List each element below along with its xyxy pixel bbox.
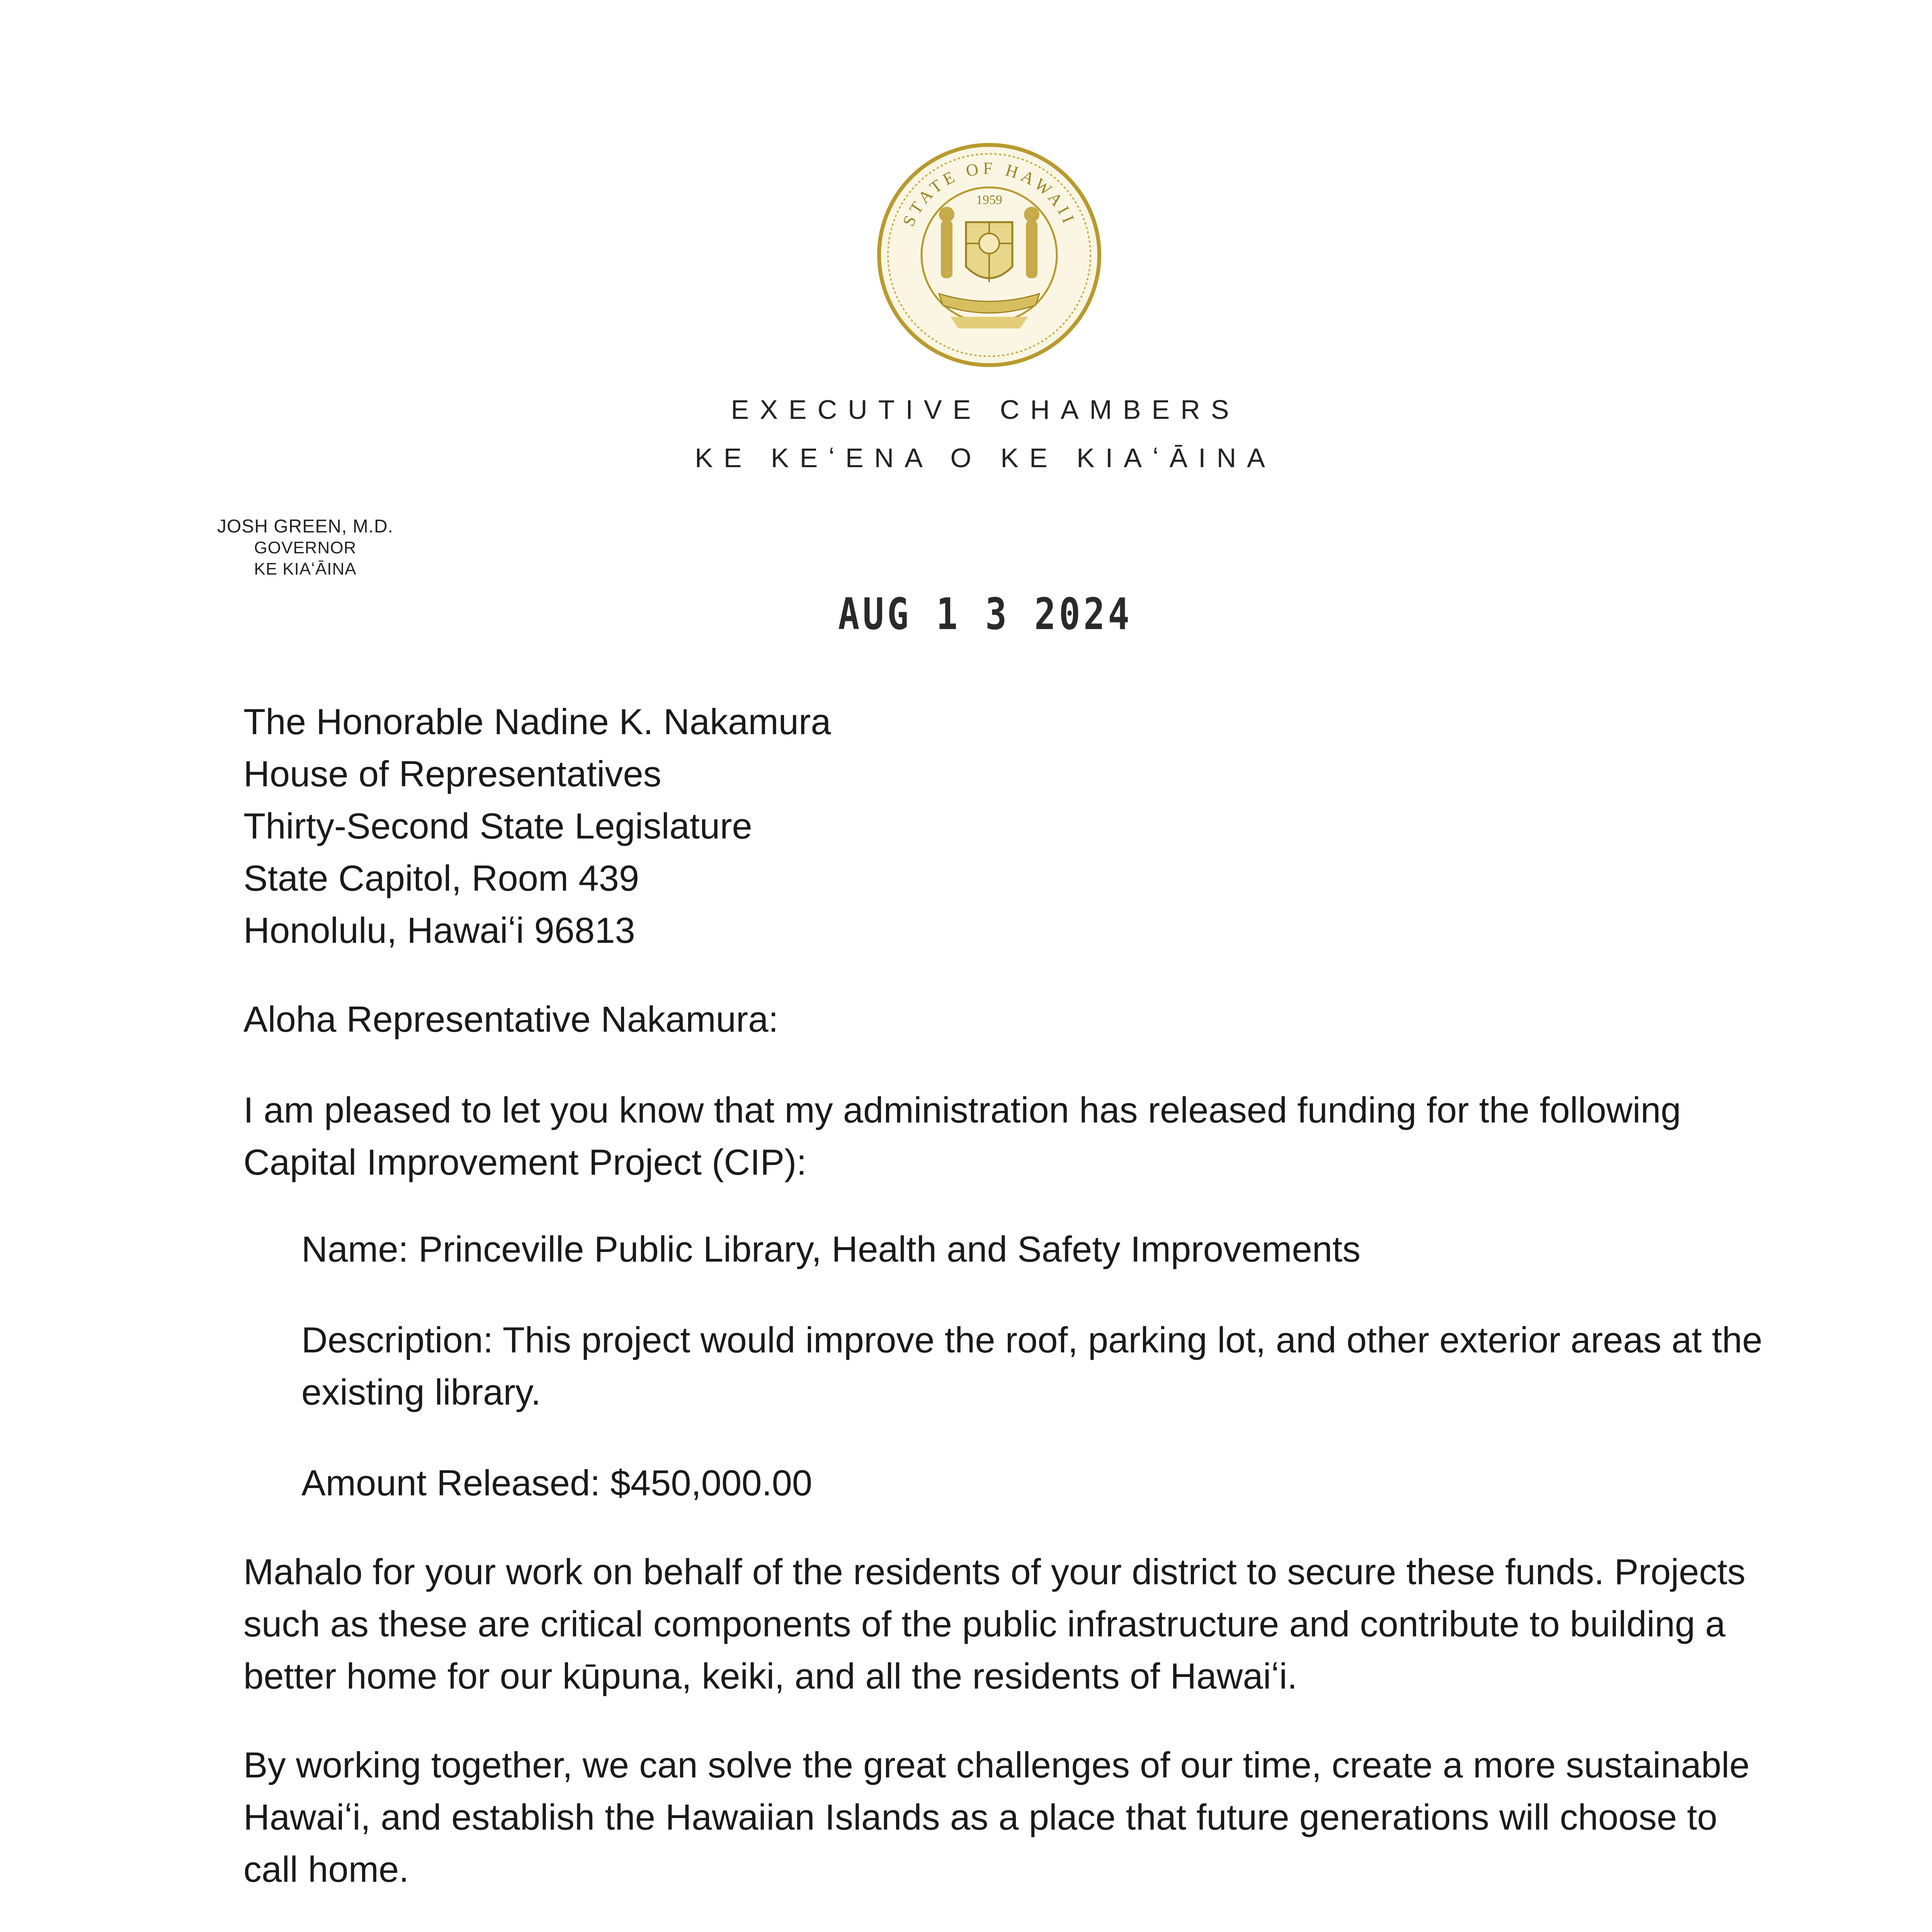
closing-paragraph: By working together, we can solve the great challenges of our time, create a more sustainable Hawaiʻi, and establish the Hawaiian Islands as a place that future generations will choose to call home. bbox=[243, 1745, 1750, 1889]
seal-year: 1959 bbox=[976, 193, 1002, 207]
project-description: Description: This project would improve the roof, parking lot, and other exterior areas at the existing library. bbox=[301, 1320, 1763, 1412]
recipient-line: Honolulu, Hawaiʻi 96813 bbox=[243, 910, 635, 951]
governor-name: JOSH GREEN, M.D. bbox=[217, 516, 394, 537]
header-subtitle: KE KEʻENA O KE KIAʻĀINA bbox=[695, 443, 1276, 473]
header-title: EXECUTIVE CHAMBERS bbox=[731, 395, 1240, 425]
thanks-paragraph: Mahalo for your work on behalf of the residents of your district to secure these funds. Projects such as these are critical components of the public infrastructure and contribute to building a better home for our kūpuna, keiki, and all the residents of Hawaiʻi. bbox=[243, 1551, 1746, 1696]
project-amount: Amount Released: $450,000.00 bbox=[301, 1463, 813, 1503]
state-seal bbox=[873, 139, 1105, 371]
recipient-line: The Honorable Nadine K. Nakamura bbox=[243, 701, 831, 742]
governor-title: GOVERNOR bbox=[254, 538, 357, 557]
closing-word bbox=[993, 1930, 1122, 1932]
recipient-address bbox=[243, 696, 831, 956]
intro-paragraph: I am pleased to let you know that my administration has released funding for the following Capital Improvement Project (CIP): bbox=[243, 1090, 1681, 1182]
recipient-line: State Capitol, Room 439 bbox=[243, 858, 639, 898]
project-name: Name: Princeville Public Library, Health and Safety Improvements bbox=[301, 1229, 1361, 1269]
date-stamp: AUG 1 3 2024 bbox=[838, 589, 1133, 639]
governor-block bbox=[170, 516, 440, 580]
recipient-line: House of Representatives bbox=[243, 753, 662, 794]
governor-title-hawaiian: KE KIAʻĀINA bbox=[254, 560, 357, 578]
seal-text: STATE OF HAWAII bbox=[899, 158, 1080, 229]
salutation: Aloha Representative Nakamura: bbox=[243, 999, 779, 1039]
recipient-line: Thirty-Second State Legislature bbox=[243, 806, 752, 846]
